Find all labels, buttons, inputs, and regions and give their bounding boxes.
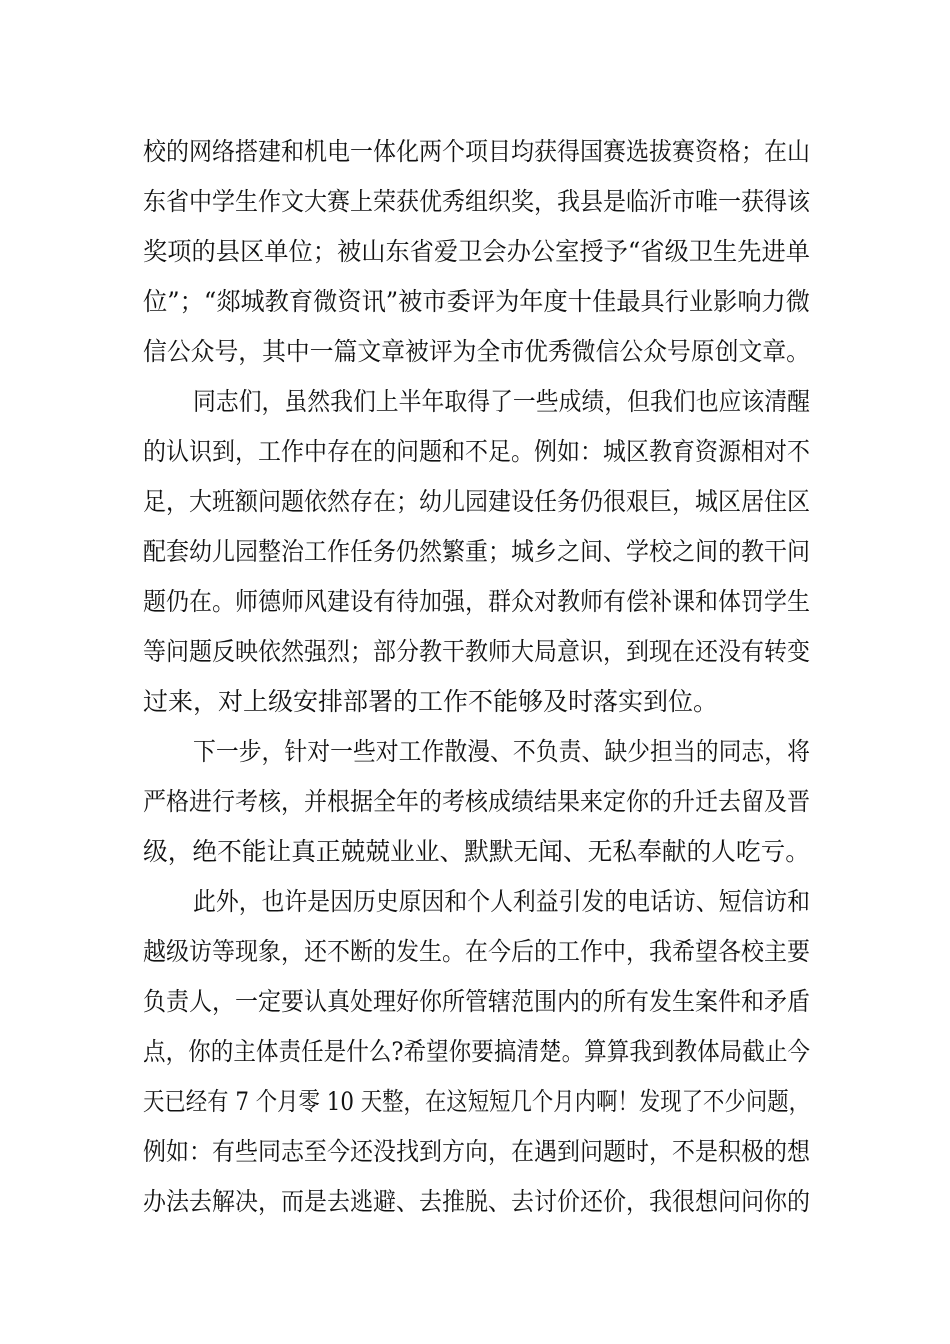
paragraph-first-line: 此外，也许是因历史原因和个人利益引发的电话访、短信访和: [193, 887, 810, 916]
text-line-content: 过来，对上级安排部署的工作不能够及时落实到位。: [143, 687, 719, 716]
text-line: [0, 1032, 950, 1072]
text-line: [0, 532, 950, 572]
text-line-content: 奖项的县区单位；被山东省爱卫会办公室授予“省级卫生先进单: [143, 237, 810, 266]
text-line-content: 足，大班额问题依然存在；幼儿园建设任务仍很艰巨，城区居住区: [143, 487, 810, 516]
paragraph-first-line: 同志们，虽然我们上半年取得了一些成绩，但我们也应该清醒: [193, 387, 810, 416]
text-line-content: 配套幼儿园整治工作任务仍然繁重；城乡之间、学校之间的教干问: [143, 537, 810, 566]
text-line-content: 例如：有些同志至今还没找到方向，在遇到问题时，不是积极的想: [143, 1137, 810, 1166]
text-line-content: 题仍在。师德师风建设有待加强，群众对教师有偿补课和体罚学生: [143, 587, 810, 616]
text-line: [0, 632, 950, 672]
text-line-content: 东省中学生作文大赛上荣获优秀组织奖，我县是临沂市唯一获得该: [143, 187, 810, 216]
text-line-content: 等问题反映依然强烈；部分教干教师大局意识，到现在还没有转变: [143, 637, 810, 666]
text-line: [0, 432, 950, 472]
text-line: [0, 1182, 950, 1222]
text-line: [0, 732, 950, 772]
text-line: [0, 982, 950, 1022]
text-line: [0, 582, 950, 622]
text-line: [0, 282, 950, 322]
text-line: [0, 132, 950, 172]
text-line: [0, 382, 950, 422]
text-line: [0, 182, 950, 222]
text-line-content: 级，绝不能让真正兢兢业业、默默无闻、无私奉献的人吃亏。: [143, 837, 810, 866]
text-line: [0, 232, 950, 272]
text-line-content: 信公众号，其中一篇文章被评为全市优秀微信公众号原创文章。: [143, 337, 810, 366]
text-line: [0, 1082, 950, 1122]
text-line-content: 点，你的主体责任是什么?希望你要搞清楚。算算我到教体局截止今: [143, 1037, 810, 1066]
text-line-content: 严格进行考核，并根据全年的考核成绩结果来定你的升迁去留及晋: [143, 787, 810, 816]
paragraph-first-line: 下一步，针对一些对工作散漫、不负责、缺少担当的同志，将: [193, 737, 810, 766]
text-line: [0, 332, 950, 372]
text-line-content: 位”；“郯城教育微资讯”被市委评为年度十佳最具行业影响力微: [143, 287, 810, 316]
text-line: [0, 882, 950, 922]
text-line: [0, 832, 950, 872]
text-line-content: 办法去解决，而是去逃避、去推脱、去讨价还价，我很想问问你的: [143, 1187, 810, 1216]
text-line: [0, 482, 950, 522]
text-line: [0, 682, 950, 722]
text-line-content: 的认识到，工作中存在的问题和不足。例如：城区教育资源相对不: [143, 437, 810, 466]
text-line-content: 天已经有 7 个月零 10 天整，在这短短几个月内啊！发现了不少问题，: [143, 1087, 810, 1116]
text-line: [0, 932, 950, 972]
text-line: [0, 782, 950, 822]
text-line: [0, 1132, 950, 1172]
text-line-content: 越级访等现象，还不断的发生。在今后的工作中，我希望各校主要: [143, 937, 810, 966]
text-line-content: 负责人，一定要认真处理好你所管辖范围内的所有发生案件和矛盾: [143, 987, 810, 1016]
text-line-content: 校的网络搭建和机电一体化两个项目均获得国赛选拔赛资格；在山: [143, 137, 810, 166]
